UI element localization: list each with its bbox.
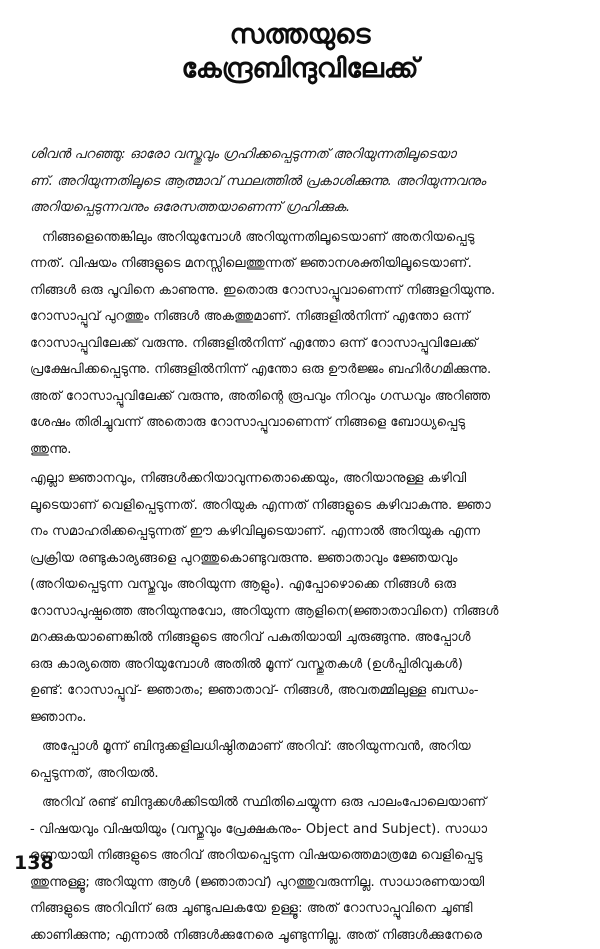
text-line: നിങ്ങളുടെ അറിവിന് ഒരു ചൂണ്ടുപലകയേ ഉള്ളൂ: അത് റോസാപ്പൂവിനെ ചൂണ്ടി [30,896,580,923]
chapter-title [0,18,600,86]
text-line: നിങ്ങൾ ഒരു പൂവിനെ കാണുന്നു. ഇതൊരു റോസാപ്പൂവാണെന്ന് നിങ്ങളറിയുന്നു. [30,278,580,305]
text-line: ശേഷം തിരിച്ചുവന്ന് അതൊരു റോസാപ്പൂവാണെന്ന് നിങ്ങളെ ബോധ്യപ്പെടു [30,410,580,437]
text-line: ണ്. അറിയുന്നതിലൂടെ ആത്മാവ് സ്ഥലത്തിൽ പ്രകാശിക്കുന്നു. അറിയുന്നവനും [30,169,580,196]
paragraph [30,466,580,731]
text-line: ജ്ഞാനം. [30,705,580,732]
paragraph [30,734,580,787]
text-line: ത്തുന്നു. [30,437,580,464]
text-line: മറക്കുകയാണെങ്കിൽ നിങ്ങളുടെ അറിവ് പകുതിയായി ചുരുങ്ങുന്നു. അപ്പോൾ [30,625,580,652]
text-line: - വിഷയവും വിഷയിയും (വസ്തുവും പ്രേക്ഷകനും- Object and Subject). സാധാ [30,817,580,844]
text-line: നിങ്ങളെന്തെങ്കിലും അറിയുമ്പോൾ അറിയുന്നതിലൂടെയാണ് അതറിയപ്പെടു [30,225,580,252]
text-line: പ്പെടുന്നത്, അറിയൽ. [30,761,580,788]
intro-quote-paragraph [30,142,580,222]
text-line: പ്രക്ഷേപിക്കപ്പെടുന്നു. നിങ്ങളിൽനിന്ന് എന്തോ ഒരു ഊർജ്ജം ബഹിർഗമിക്കുന്നു. [30,357,580,384]
text-line: ത്തുന്നുള്ളൂ; അറിയുന്ന ആൾ (ജ്ഞാതാവ്) പുറത്തുവരുന്നില്ല. സാധാരണയായി [30,870,580,897]
text-line: അറിവ് രണ്ട് ബിന്ദുക്കൾക്കിടയിൽ സ്ഥിതിചെയ്യുന്ന ഒരു പാലംപോലെയാണ് [30,790,580,817]
text-line: ശിവൻ പറഞ്ഞു: ഓരോ വസ്തുവും ഗ്രഹിക്കപ്പെടുന്നത് അറിയുന്നതിലൂടെയാ [30,142,580,169]
text-line: ഒരു കാര്യത്തെ അറിയുമ്പോൾ അതിൽ മൂന്ന് വസ്തുതകൾ (ഉൾപ്പിരിവുകൾ) [30,652,580,679]
text-line: റോസാപ്പൂവിലേക്ക് വരുന്നു. നിങ്ങളിൽനിന്ന് എന്തോ ഒന്ന് റോസാപ്പൂവിലേക്ക് [30,331,580,358]
text-line: റോസാപ്പൂവ് പുറത്തും നിങ്ങൾ അകത്തുമാണ്. നിങ്ങളിൽനിന്ന് എന്തോ ഒന്ന് [30,304,580,331]
text-line: (അറിയപ്പെടുന്ന വസ്തുവും അറിയുന്ന ആളും). എപ്പോഴൊക്കെ നിങ്ങൾ ഒരു [30,572,580,599]
paragraph [30,225,580,464]
text-line: ലൂടെയാണ് വെളിപ്പെടുന്നത്. അറിയുക എന്നത് നിങ്ങളുടെ കഴിവാകുന്നു. ജ്ഞാ [30,493,580,520]
text-line: പ്രക്രിയ രണ്ടുകാര്യങ്ങളെ പുറത്തുകൊണ്ടുവരുന്നു. ജ്ഞാതാവും ജ്ഞേയവും [30,546,580,573]
text-line: ന്നത്. വിഷയം നിങ്ങളുടെ മനസ്സിലെത്തുന്നത് ജ്ഞാനശക്തിയിലൂടെയാണ്. [30,251,580,278]
text-line: അപ്പോൾ മൂന്ന് ബിന്ദുക്കളിലധിഷ്ഠിതമാണ് അറിവ്: അറിയുന്നവൻ, അറിയ [30,734,580,761]
text-line: ക്കാണിക്കുന്നു; എന്നാൽ നിങ്ങൾക്കുനേരെ ചൂണ്ടുന്നില്ല. അത് നിങ്ങൾക്കുനേരെ [30,923,580,949]
text-line: ഉണ്ട്: റോസാപ്പൂവ്- ജ്ഞാതം; ജ്ഞാതാവ്- നിങ്ങൾ, അവതമ്മിലുള്ള ബന്ധം- [30,678,580,705]
chapter-title-line-2: കേന്ദ്രബിന്ദുവിലേക്ക് [0,52,600,86]
chapter-title-line-1: സത്തയുടെ [0,18,600,52]
text-line: അത് റോസാപ്പൂവിലേക്ക് വരുന്നു, അതിന്റെ രൂപവും നിറവും ഗന്ധവും അറിഞ്ഞ [30,384,580,411]
text-line: അറിയപ്പെടുന്നവനും ഒരേസത്തയാണെന്ന് ഗ്രഹിക്കുക. [30,195,580,222]
body-text [30,142,580,949]
page-number: 138 [14,852,54,874]
text-line: എല്ലാ ജ്ഞാനവും, നിങ്ങൾക്കറിയാവുന്നതൊക്കെയും, അറിയാനുള്ള കഴിവി [30,466,580,493]
paragraph [30,790,580,949]
text-line: രണയായി നിങ്ങളുടെ അറിവ് അറിയപ്പെടുന്ന വിഷയത്തെമാത്രമേ വെളിപ്പെടു [30,843,580,870]
text-line: നം സമാഹരിക്കപ്പെടുന്നത് ഈ കഴിവിലൂടെയാണ്. എന്നാൽ അറിയുക എന്ന [30,519,580,546]
text-line: റോസാപുഷ്പത്തെ അറിയുന്നുവോ, അറിയുന്ന ആളിനെ(ജ്ഞാതാവിനെ) നിങ്ങൾ [30,599,580,626]
